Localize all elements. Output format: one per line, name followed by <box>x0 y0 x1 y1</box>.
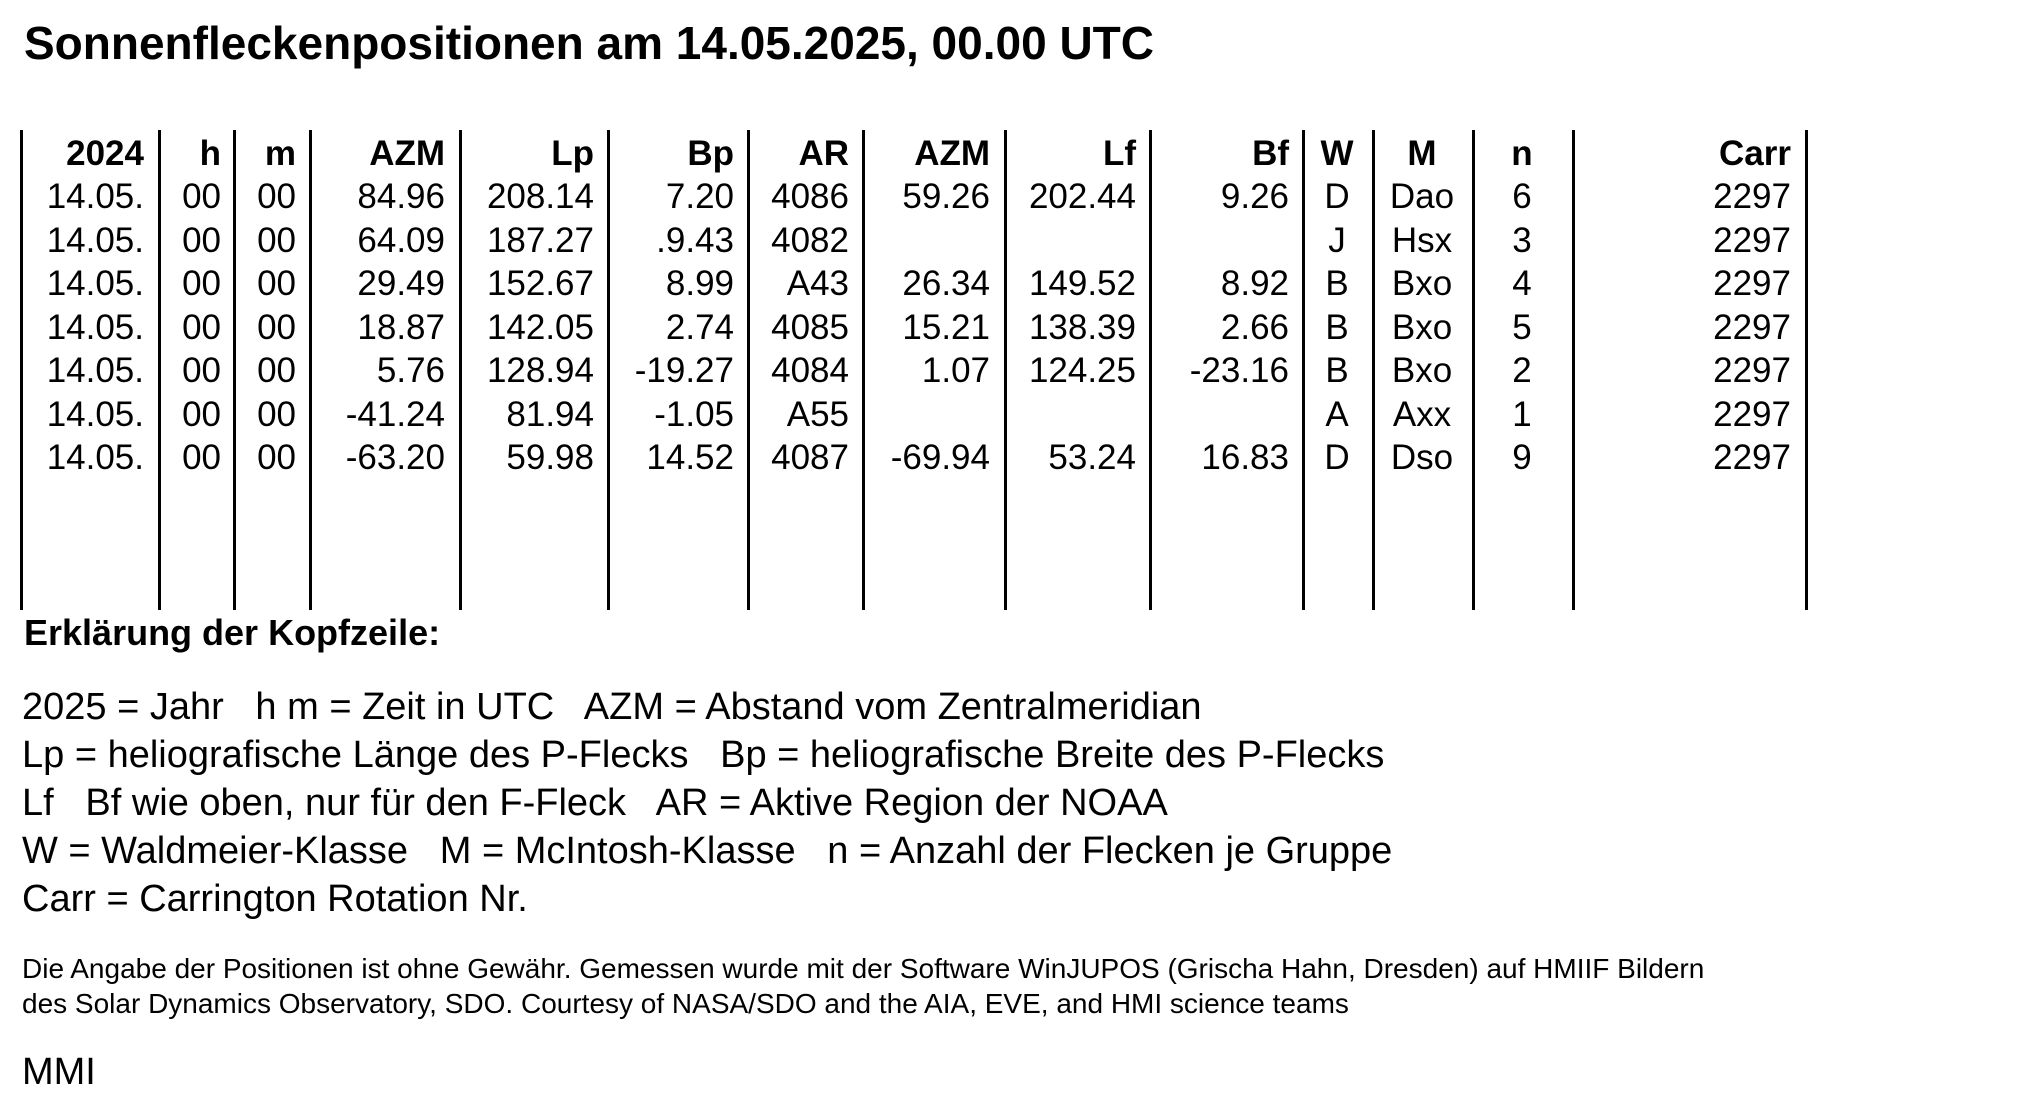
page-title: Sonnenfleckenpositionen am 14.05.2025, 00.00 UTC <box>24 17 1154 69</box>
sunspot-table <box>0 130 2042 610</box>
table-cell: 202.44 <box>1028 177 1136 216</box>
table-column-divider <box>862 130 865 610</box>
table-cell: Hsx <box>1391 220 1453 260</box>
table-cell: 149.52 <box>1028 264 1136 303</box>
table-cell: 14.05. <box>46 177 144 216</box>
table-cell: -1.05 <box>654 394 734 434</box>
table-cell: 14.05. <box>46 438 144 477</box>
table-cell: 00 <box>182 264 221 303</box>
table-cell: 00 <box>257 438 296 477</box>
table-cell: 00 <box>182 220 221 260</box>
table-cell: 00 <box>257 220 296 260</box>
table-cell: 124.25 <box>1028 351 1136 390</box>
table-header-cell: AR <box>798 134 849 173</box>
table-cell: -19.27 <box>634 351 734 390</box>
table-cell: 3 <box>1512 220 1532 260</box>
table-cell: 4084 <box>771 351 849 390</box>
table-cell: 00 <box>257 264 296 303</box>
table-header-cell: AZM <box>914 134 990 173</box>
table-column-divider <box>309 130 312 610</box>
table-cell: .9.43 <box>656 220 734 260</box>
table-cell: B <box>1325 351 1349 390</box>
table-header-cell: Bf <box>1252 134 1289 173</box>
table-cell: 1.07 <box>921 351 990 390</box>
table-cell: 2 <box>1512 351 1532 390</box>
table-cell: -69.94 <box>890 438 990 477</box>
table-cell: 138.39 <box>1028 307 1136 347</box>
table-column-divider <box>459 130 462 610</box>
table-cell: 00 <box>182 394 221 434</box>
legend-line: Carr = Carrington Rotation Nr. <box>22 878 528 920</box>
table-cell: 84.96 <box>357 177 445 216</box>
table-cell: 128.94 <box>486 351 594 390</box>
table-cell: 2297 <box>1713 438 1791 477</box>
table-cell: 4087 <box>771 438 849 477</box>
table-cell: D <box>1324 177 1350 216</box>
table-cell: 16.83 <box>1201 438 1289 477</box>
table-column-divider <box>607 130 610 610</box>
table-cell: 14.05. <box>46 264 144 303</box>
table-cell: 5 <box>1512 307 1532 347</box>
signature: MMI <box>22 1051 96 1093</box>
table-cell: A43 <box>786 264 849 303</box>
table-cell: 4086 <box>771 177 849 216</box>
table-cell: 14.52 <box>646 438 734 477</box>
table-cell: 2297 <box>1713 264 1791 303</box>
legend-title: Erklärung der Kopfzeile: <box>24 612 441 653</box>
table-header-cell: AZM <box>369 134 445 173</box>
table-cell: 2297 <box>1713 220 1791 260</box>
table-cell: Bxo <box>1391 264 1453 303</box>
table-cell: 00 <box>257 394 296 434</box>
table-cell: 00 <box>257 351 296 390</box>
table-header-cell: n <box>1511 134 1533 173</box>
table-cell: 152.67 <box>486 264 594 303</box>
table-cell: B <box>1325 307 1349 347</box>
legend-line: Lf Bf wie oben, nur für den F-Fleck AR = Aktive Region der NOAA <box>22 782 1168 824</box>
legend-line: 2025 = Jahr h m = Zeit in UTC AZM = Abstand vom Zentralmeridian <box>22 686 1202 728</box>
table-cell: Dso <box>1390 438 1454 477</box>
table-cell: Bxo <box>1391 307 1453 347</box>
table-cell: 2297 <box>1713 351 1791 390</box>
table-header-cell: m <box>264 134 296 173</box>
table-cell: 4082 <box>771 220 849 260</box>
table-header-cell: 2024 <box>66 134 144 173</box>
table-header-cell: Lf <box>1102 134 1136 173</box>
table-cell: 14.05. <box>46 394 144 434</box>
table-cell: 81.94 <box>506 394 594 434</box>
legend-line: W = Waldmeier-Klasse M = McIntosh-Klasse n = Anzahl der Flecken je Gruppe <box>22 830 1393 872</box>
table-cell: D <box>1324 438 1350 477</box>
table-cell: 29.49 <box>357 264 445 303</box>
disclaimer-line: des Solar Dynamics Observatory, SDO. Courtesy of NASA/SDO and the AIA, EVE, and HMI science teams <box>22 988 1349 1019</box>
table-cell: 2297 <box>1713 394 1791 434</box>
table-cell: 00 <box>182 438 221 477</box>
table-column-divider <box>1805 130 1808 610</box>
table-cell: 4 <box>1512 264 1532 303</box>
disclaimer-line: Die Angabe der Positionen ist ohne Gewähr. Gemessen wurde mit der Software WinJUPOS (Grischa Hahn, Dresden) auf HMIIF Bildern <box>22 953 1705 984</box>
table-cell: 26.34 <box>902 264 990 303</box>
table-cell: 2297 <box>1713 177 1791 216</box>
table-cell: 142.05 <box>486 307 594 347</box>
table-cell: 2.66 <box>1220 307 1289 347</box>
table-cell: A <box>1325 394 1349 434</box>
table-header-cell: h <box>199 134 221 173</box>
table-cell: 8.99 <box>665 264 734 303</box>
table-cell: 00 <box>182 351 221 390</box>
table-cell: 9 <box>1512 438 1532 477</box>
table-cell: -23.16 <box>1189 351 1289 390</box>
table-cell: -63.20 <box>345 438 445 477</box>
table-cell: Dao <box>1389 177 1455 216</box>
table-cell: 2297 <box>1713 307 1791 347</box>
legend-line: Lp = heliografische Länge des P-Flecks Bp = heliografische Breite des P-Flecks <box>22 734 1385 776</box>
table-cell: 14.05. <box>46 351 144 390</box>
table-cell: 00 <box>182 307 221 347</box>
table-cell: 64.09 <box>357 220 445 260</box>
table-cell: A55 <box>786 394 849 434</box>
table-cell: 53.24 <box>1048 438 1136 477</box>
table-cell: B <box>1325 264 1349 303</box>
table-cell: 9.26 <box>1220 177 1289 216</box>
table-column-divider <box>1149 130 1152 610</box>
table-cell: 14.05. <box>46 220 144 260</box>
table-header-cell: M <box>1407 134 1437 173</box>
table-cell: J <box>1328 220 1346 260</box>
table-cell: 208.14 <box>486 177 594 216</box>
table-cell: 187.27 <box>486 220 594 260</box>
table-cell: 18.87 <box>357 307 445 347</box>
table-column-divider <box>20 130 23 610</box>
table-cell: 2.74 <box>665 307 734 347</box>
table-cell: 7.20 <box>665 177 734 216</box>
table-cell: 59.26 <box>902 177 990 216</box>
table-header-cell: Bp <box>687 134 734 173</box>
table-column-divider <box>233 130 236 610</box>
table-cell: Axx <box>1392 394 1452 434</box>
table-header-cell: Carr <box>1719 134 1791 173</box>
table-cell: Bxo <box>1391 351 1453 390</box>
table-cell: 00 <box>182 177 221 216</box>
table-cell: 6 <box>1512 177 1532 216</box>
table-cell: 4085 <box>771 307 849 347</box>
table-cell: 14.05. <box>46 307 144 347</box>
table-column-divider <box>747 130 750 610</box>
table-column-divider <box>1004 130 1007 610</box>
table-cell: 59.98 <box>506 438 594 477</box>
table-cell: 8.92 <box>1220 264 1289 303</box>
table-cell: -41.24 <box>345 394 445 434</box>
table-cell: 00 <box>257 177 296 216</box>
table-cell: 15.21 <box>902 307 990 347</box>
table-cell: 5.76 <box>376 351 445 390</box>
table-cell: 1 <box>1512 394 1532 434</box>
table-cell: 00 <box>257 307 296 347</box>
table-header-cell: W <box>1320 134 1354 173</box>
table-header-cell: Lp <box>551 134 594 173</box>
table-column-divider <box>158 130 161 610</box>
